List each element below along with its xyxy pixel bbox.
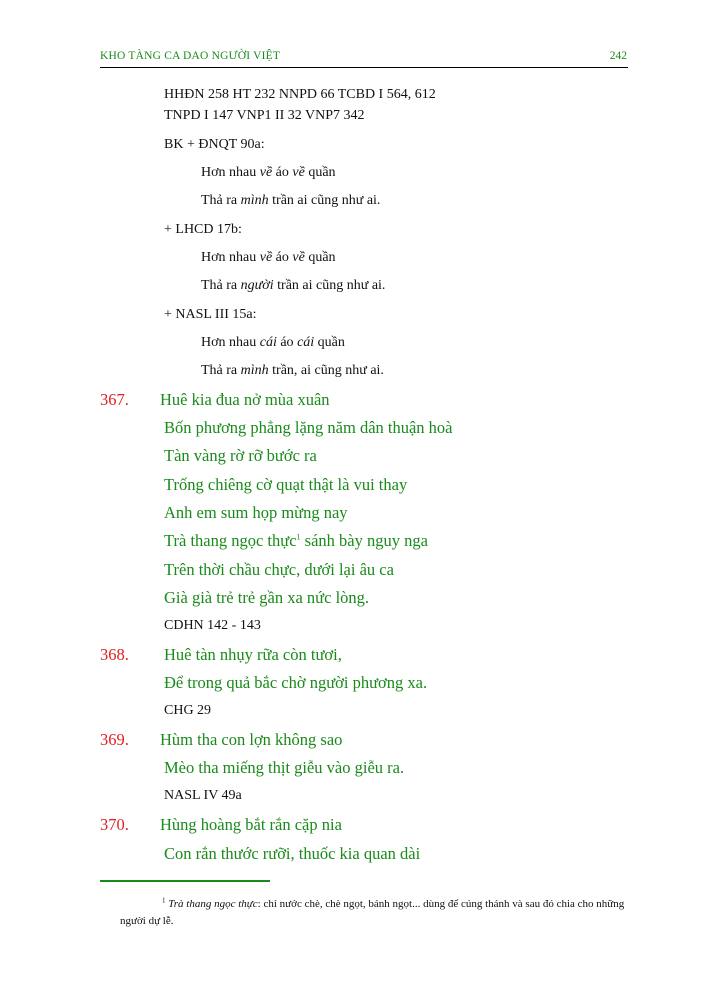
verse-line: Hùng hoàng bắt rắn cặp nia: [160, 815, 342, 834]
verse-line: Con rắn thước rưỡi, thuốc kia quan dài: [164, 844, 421, 863]
poem-source: NASL IV 49a: [164, 788, 242, 803]
source-line: HHĐN 258 HT 232 NNPD 66 TCBD I 564, 612: [164, 87, 436, 102]
footnote: [120, 896, 638, 930]
footnote-term: Trà thang ngọc thực: [168, 898, 258, 910]
footnote-text: : chỉ nước chè, chè ngọt, bánh ngọt... dùng để cúng thánh và sau đó chia cho những người dự lễ.: [120, 898, 625, 927]
footnote-reference: 1: [296, 532, 301, 542]
variant-source: BK + ĐNQT 90a:: [164, 137, 265, 152]
verse-line: Mèo tha miếng thịt giễu vào giễu ra.: [164, 758, 405, 777]
variant-line: Hơn nhau về áo về quần: [201, 250, 336, 265]
poem-number: 368.: [100, 645, 129, 664]
source-line: TNPD I 147 VNP1 II 32 VNP7 342: [164, 108, 365, 123]
poem-source: CHG 29: [164, 703, 212, 718]
verse-line: Anh em sum họp mừng nay: [164, 503, 348, 522]
verse-line: Bốn phương phẳng lặng năm dân thuận hoà: [164, 418, 453, 437]
verse-line: Để trong quả bắc chờ người phương xa.: [164, 673, 428, 692]
verse-line: Trên thời chầu chực, dưới lại âu ca: [164, 560, 394, 579]
verse-line: Già già trẻ trẻ gần xa nức lòng.: [164, 588, 370, 607]
verse-line: Hùm tha con lợn không sao: [160, 730, 343, 749]
book-title: KHO TÀNG CA DAO NGƯỜI VIỆT: [100, 50, 281, 62]
verse-line: Huê kia đua nở mùa xuân: [160, 390, 330, 409]
poem-number: 370.: [100, 815, 129, 834]
footnote-mark: 1: [162, 896, 166, 905]
variant-line: Thả ra mình trần, ai cũng như ai.: [201, 363, 384, 378]
verse-line: Trà thang ngọc thực$^1$ sánh bày nguy nga: [164, 531, 428, 550]
verse-line: Huê tàn nhụy rữa còn tươi,: [164, 645, 342, 664]
running-header: [100, 50, 628, 68]
variant-source: + LHCD 17b:: [164, 222, 242, 237]
poem-number: 369.: [100, 730, 129, 749]
variant-line: Thả ra mình trần ai cũng như ai.: [201, 193, 381, 208]
variant-line: Hơn nhau cái áo cái quần: [201, 335, 345, 350]
verse-line: Trống chiêng cờ quạt thật là vui thay: [164, 475, 408, 494]
page-number: 242: [609, 50, 627, 62]
variant-source: + NASL III 15a:: [164, 307, 257, 322]
variant-line: Thả ra người trần ai cũng như ai.: [201, 278, 386, 293]
poem-number: 367.: [100, 390, 129, 409]
poem-source: CDHN 142 - 143: [164, 618, 261, 633]
footnote-divider: [100, 880, 270, 882]
variant-line: Hơn nhau về áo về quần: [201, 165, 336, 180]
verse-line: Tàn vàng rờ rỡ bước ra: [164, 446, 317, 465]
